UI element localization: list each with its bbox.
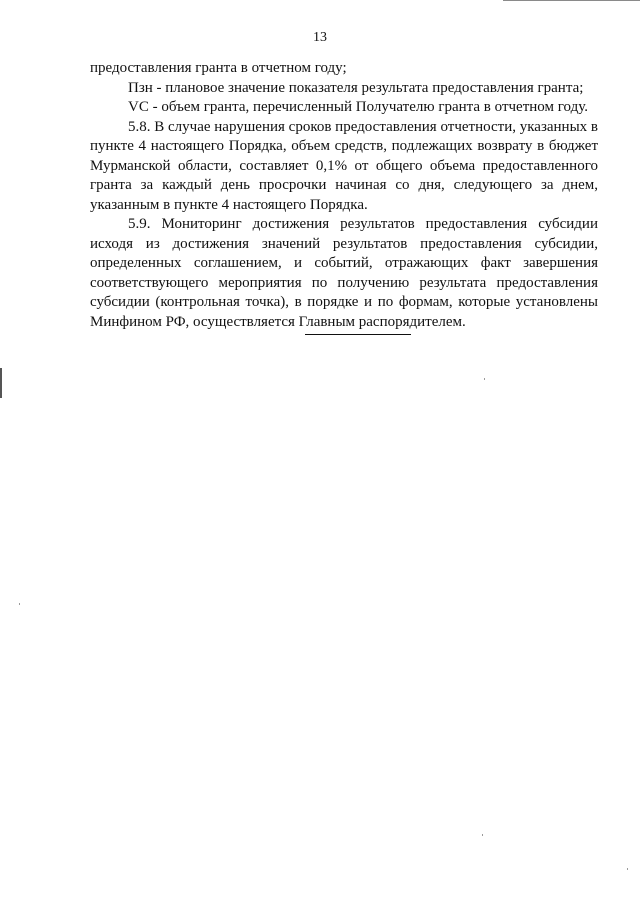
- paragraph-continuation: предоставления гранта в отчетном году;: [90, 60, 347, 76]
- paragraph-vc-definition: VC - объем гранта, перечисленный Получателю гранта в отчетном году.: [128, 99, 588, 115]
- scan-edge-top: [503, 0, 640, 1]
- scan-speck: [19, 603, 20, 605]
- scan-edge-left: [0, 368, 2, 398]
- scan-speck: [484, 378, 485, 380]
- paragraph-pzn-definition: Пзн - плановое значение показателя результата предоставления гранта;: [128, 79, 584, 96]
- scan-speck: [627, 868, 628, 870]
- end-separator-line: [305, 334, 411, 335]
- scan-speck: [482, 834, 483, 836]
- document-body: [90, 59, 598, 332]
- page-number: 13: [313, 30, 327, 45]
- paragraph-5-8: 5.8. В случае нарушения сроков предоставления отчетности, указанных в пункте 4 настоящего Порядка, объем средств, подлежащих возврату в бюджет Мурманской области, составляет 0,1% от общего объема предоставленного гранта за каждый день просрочки начиная со дня, следующего за днем, указанным в пункте 4 настоящего Порядка.: [90, 118, 598, 213]
- paragraph-5-9: 5.9. Мониторинг достижения результатов предоставления субсидии исходя из достижения значений результатов предоставления субсидии, определенных соглашением, и событий, отражающих факт завершения соответствующего мероприятия по получению результата предоставления субсидии (контрольная точка), в порядке и по формам, которые установлены Минфином РФ, осуществляется Главным распорядителем.: [90, 216, 598, 330]
